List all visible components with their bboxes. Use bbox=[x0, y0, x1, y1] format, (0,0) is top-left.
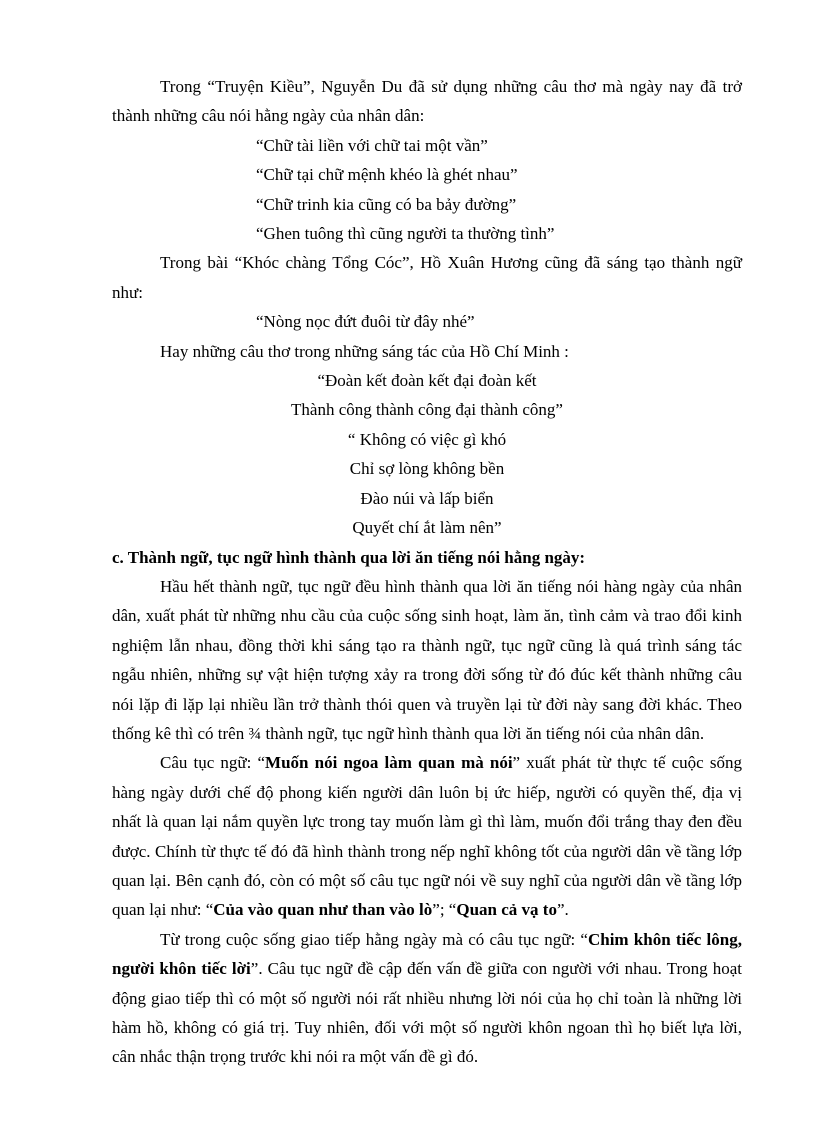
xuan-huong-verse: “Nòng nọc đứt đuôi từ đây nhé” bbox=[256, 312, 475, 332]
text-span: ”; “ bbox=[432, 900, 457, 920]
hcm-verse-2: Thành công thành công đại thành công” bbox=[291, 400, 563, 420]
hcm-verse-3: “ Không có việc gì khó bbox=[347, 429, 507, 449]
hcm-verse-block bbox=[112, 366, 742, 542]
proverb-quote: Của vào quan như than vào lò bbox=[213, 900, 433, 920]
text-span: ”. Câu tục ngữ đề cập đến vấn đề giữa con người với nhau. Trong hoạt động giao tiếp thì có một số người nói rất nhiều nhưng lời nói của họ chỉ toàn là những lời hàm hồ, không có giá trị. Tuy nhiên, đối với một số người khôn ngoan thì họ biết lựa lời, cân nhắc thận trọng trước khi nói ra một vấn đề gì đó. bbox=[112, 959, 742, 1067]
hcm-verse-5: Đào núi và lấp biển bbox=[360, 488, 494, 508]
text-span: Từ trong cuộc sống giao tiếp hằng ngày mà có câu tục ngữ: “ bbox=[160, 929, 588, 949]
kieu-verse-1: “Chữ tài liền với chữ tai một vần” bbox=[256, 135, 488, 155]
hcm-verse-1: “Đoàn kết đoàn kết đại đoàn kết bbox=[317, 371, 537, 391]
hcm-verse-6: Quyết chí ắt làm nên” bbox=[352, 518, 502, 538]
paragraph-quan-proverb bbox=[112, 748, 742, 924]
section-heading-c: c. Thành ngữ, tục ngữ hình thành qua lời ăn tiếng nói hằng ngày: bbox=[112, 547, 586, 567]
kieu-verse-3: “Chữ trinh kia cũng có ba bảy đường” bbox=[256, 194, 517, 214]
proverb-quote: Muốn nói ngoa làm quan mà nói bbox=[265, 753, 513, 773]
kieu-verse-4: “Ghen tuông thì cũng người ta thường tình” bbox=[256, 224, 555, 244]
hcm-verse-4: Chỉ sợ lòng không bền bbox=[349, 459, 505, 479]
document-page bbox=[112, 72, 742, 1072]
paragraph-chim-khon-proverb bbox=[112, 925, 742, 1072]
paragraph-truyen-kieu: Trong “Truyện Kiều”, Nguyễn Du đã sử dụng những câu thơ mà ngày nay đã trở thành những câu nói hằng ngày của nhân dân: bbox=[112, 77, 742, 126]
paragraph-origin: Hầu hết thành ngữ, tục ngữ đều hình thành qua lời ăn tiếng nói hàng ngày của nhân dân, xuất phát từ những nhu cầu của cuộc sống sinh hoạt, làm ăn, tình cảm và trao đổi kinh nghiệm lẫn nhau, đồng thời khi sáng tạo ra thành ngữ, tục ngữ cũng là quá trình sáng tác ngẫu nhiên, những sự vật hiện tượng xảy ra trong đời sống từ đó đúc kết thành những câu nói lặp đi lặp lại nhiều lần trở thành thói quen và truyền lại từ đời này sang đời khác. Theo thống kê thì có trên ¾ thành ngữ, tục ngữ hình thành qua lời ăn tiếng nói của nhân dân. bbox=[112, 576, 742, 743]
proverb-quote: Chim khôn tiếc lông, người khôn tiếc lời bbox=[112, 929, 742, 979]
proverb-quote: Quan cả vạ to bbox=[456, 900, 557, 920]
kieu-verse-2: “Chữ tại chữ mệnh khéo là ghét nhau” bbox=[256, 165, 518, 185]
kieu-verse-block bbox=[112, 131, 742, 249]
paragraph-ho-xuan-huong: Trong bài “Khóc chàng Tổng Cóc”, Hồ Xuân Hương cũng đã sáng tạo thành ngữ như: bbox=[112, 253, 742, 302]
text-span: Câu tục ngữ: “ bbox=[160, 753, 266, 773]
text-span: ”. bbox=[556, 900, 569, 920]
text-span: ” xuất phát từ thực tế cuộc sống hàng ngày dưới chế độ phong kiến người dân luôn bị ức hiếp, người có quyền thế, địa vị nhất là quan lại nắm quyền lực trong tay muốn làm gì thì làm, muốn đổi trắng thay đen đều được. Chính từ thực tế đó đã hình thành trong nếp nghĩ không tốt của người dân về tầng lớp quan lại. Bên cạnh đó, còn có một số câu tục ngữ nói về suy nghĩ của người dân về tầng lớp quan lại như: “ bbox=[112, 753, 742, 920]
paragraph-ho-chi-minh: Hay những câu thơ trong những sáng tác của Hồ Chí Minh : bbox=[160, 341, 569, 361]
